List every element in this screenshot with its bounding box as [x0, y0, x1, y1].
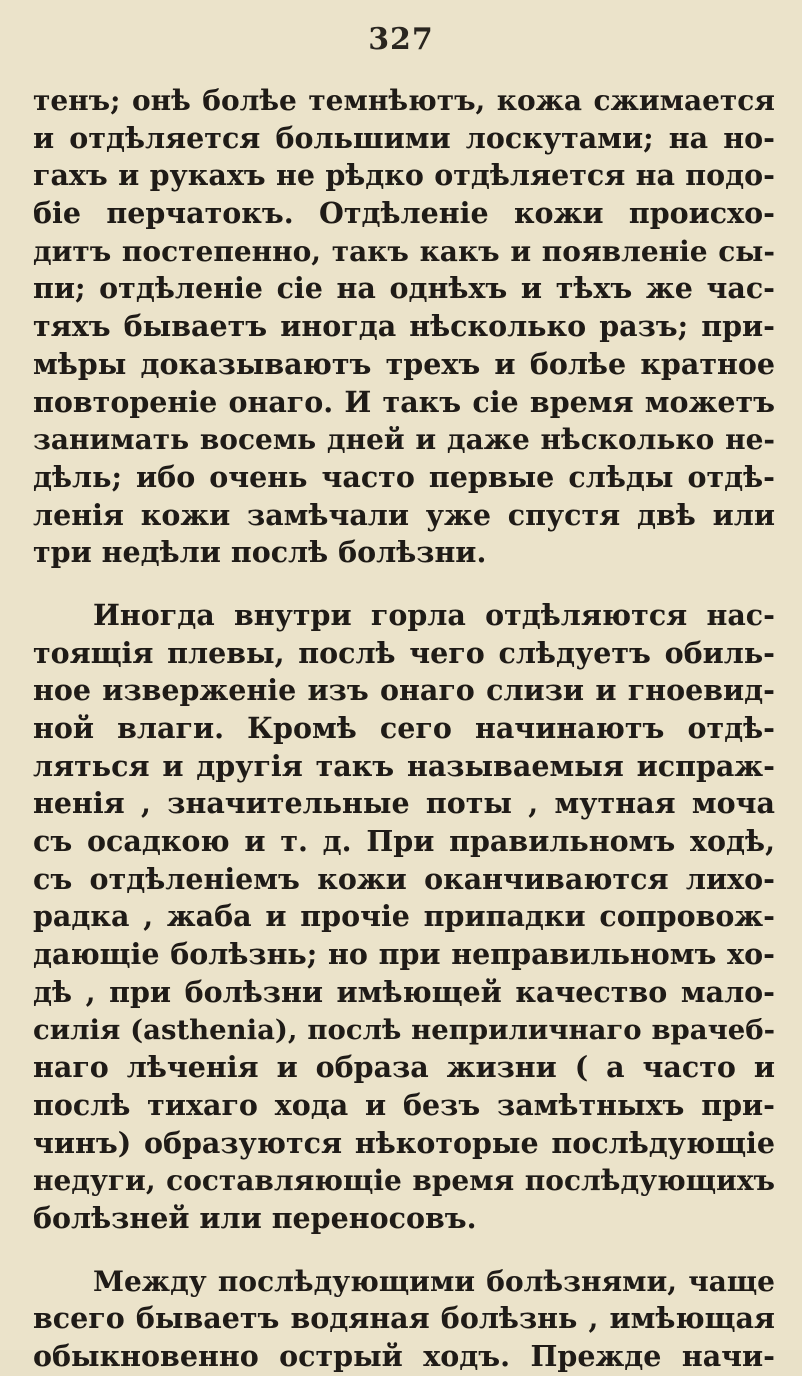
- text-line: гахъ и рукахъ не рѣдко отдѣляется на подо-: [33, 158, 775, 193]
- text-line: дѣ , при болѣзни имѣющей качество мало-: [33, 974, 775, 1009]
- paragraph-3: [33, 1263, 775, 1376]
- text-line: чинъ) образуются нѣкоторые послѣдующіе: [33, 1125, 775, 1160]
- text-line: ное изверженіе изъ онаго слизи и гноевид-: [33, 673, 775, 708]
- text-line: тенъ; онѣ болѣе темнѣютъ, кожа сжимается: [33, 84, 775, 117]
- text-line: всего бываетъ водяная болѣзнь , имѣющая: [33, 1301, 775, 1336]
- text-line: послѣ тихаго хода и безъ замѣтныхъ при-: [33, 1087, 775, 1122]
- text-line: дитъ постепенно, такъ какъ и появленіе сы-: [33, 234, 775, 268]
- text-line: тяхъ бываетъ иногда нѣсколько разъ; при-: [33, 309, 775, 344]
- text-line: ляться и другія такъ называемыя испраж-: [33, 748, 775, 783]
- text-line: съ осадкою и т. д. При правильномъ ходѣ,: [33, 824, 775, 859]
- text-line: и отдѣляется большими лоскутами; на но-: [33, 120, 775, 155]
- text-line: Иногда внутри горла отдѣляются нас-: [93, 597, 775, 632]
- text-line: Между послѣдующими болѣзнями, чаще: [93, 1264, 775, 1298]
- text-line: дѣль; ибо очень часто первые слѣды отдѣ-: [33, 459, 775, 494]
- text-line: три недѣли послѣ болѣзни.: [33, 535, 487, 570]
- text-line: съ отдѣленіемъ кожи оканчиваются лихо-: [33, 861, 775, 896]
- text-line: пи; отдѣленіе сіе на однѣхъ и тѣхъ же час-: [33, 271, 775, 306]
- text-line: тоящія плевы, послѣ чего слѣдуетъ обиль-: [33, 635, 775, 670]
- text-line: повтореніе онаго. И такъ сіе время можетъ: [33, 384, 775, 419]
- page-body: [33, 82, 775, 1376]
- page-number: 327: [368, 22, 434, 57]
- text-line: ной влаги. Кромѣ сего начинаютъ отдѣ-: [33, 711, 775, 745]
- text-line: болѣзней или переносовъ.: [33, 1200, 477, 1235]
- text-line: ленія кожи замѣчали уже спустя двѣ или: [33, 497, 775, 532]
- text-line: силія (asthenia), послѣ неприличнаго врачеб-: [33, 1013, 775, 1046]
- text-line: біе перчатокъ. Отдѣленіе кожи происхо-: [33, 196, 775, 231]
- text-line: недуги, составляющіе время послѣдующихъ: [33, 1164, 775, 1198]
- text-line: наго лѣченія и образа жизни ( а часто и: [33, 1050, 775, 1085]
- text-line: мѣры доказываютъ трехъ и болѣе кратное: [33, 346, 775, 381]
- text-line: дающіе болѣзнь; но при неправильномъ хо-: [33, 937, 775, 972]
- text-line: занимать восемь дней и даже нѣсколько не-: [33, 423, 775, 457]
- paragraph-2: [33, 597, 775, 1238]
- text-line: ненія , значительные поты , мутная моча: [33, 786, 775, 821]
- paragraph-1: [33, 82, 775, 572]
- text-line: радка , жаба и прочіе припадки сопровож-: [33, 899, 775, 934]
- text-line: обыкновенно острый ходъ. Прежде начи-: [33, 1339, 775, 1373]
